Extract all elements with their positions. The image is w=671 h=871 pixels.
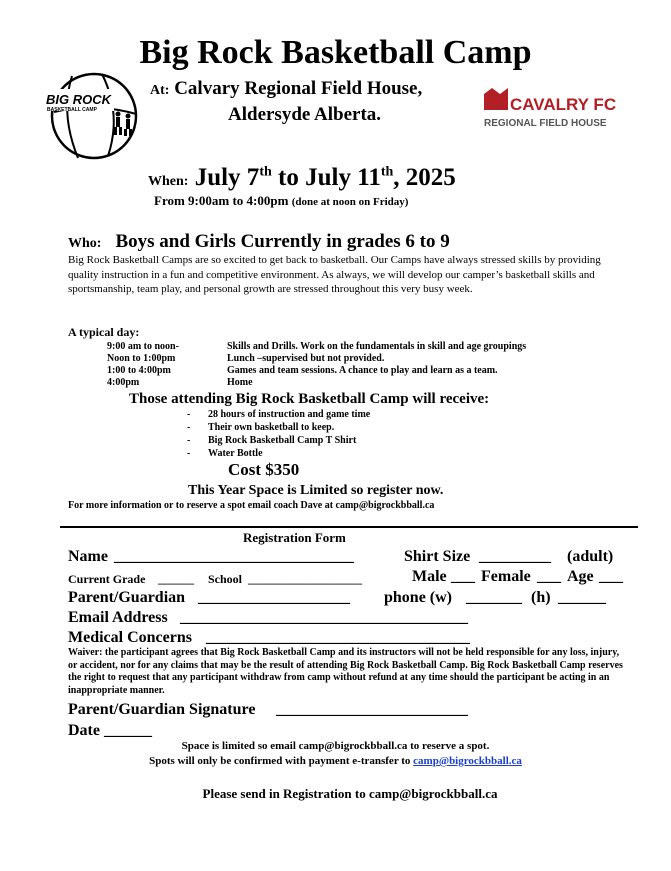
limited-notice: This Year Space is Limited so register now. bbox=[188, 483, 444, 498]
medical-field[interactable]: _________________________________ bbox=[206, 629, 470, 646]
location-name: Calvary Regional Field House, bbox=[174, 78, 423, 99]
contact-info: For more information or to reserve a spot email coach Dave at camp@bigrockbball.ca bbox=[68, 500, 435, 511]
phone-work-field[interactable]: _______ bbox=[466, 589, 522, 606]
at-label: At: bbox=[150, 83, 170, 98]
age-label: Age bbox=[567, 568, 594, 585]
year: , 2025 bbox=[393, 164, 456, 191]
who-value: Boys and Girls Currently in grades 6 to 9 bbox=[115, 231, 450, 252]
send-note: Please send in Registration to camp@bigrockbball.ca bbox=[202, 786, 498, 801]
hours: From 9:00am to 4:00pm bbox=[154, 193, 289, 208]
guardian-field[interactable]: ___________________ bbox=[198, 589, 350, 606]
hours-line bbox=[154, 193, 408, 209]
phone-home-field[interactable]: ______ bbox=[558, 589, 606, 606]
divider bbox=[60, 526, 638, 528]
email-label: Email Address bbox=[68, 609, 168, 626]
shirt-size-label: Shirt Size bbox=[404, 548, 471, 565]
female-field[interactable]: ___ bbox=[537, 568, 561, 585]
phone-work-label: phone (w) bbox=[384, 589, 453, 606]
schedule-desc: Games and team sessions. A chance to play and learn as a team. bbox=[227, 365, 498, 376]
location-line1 bbox=[150, 78, 422, 100]
when-line bbox=[148, 164, 456, 192]
start-sup: th bbox=[259, 164, 272, 180]
receive-heading: Those attending Big Rock Basketball Camp will receive: bbox=[129, 391, 490, 407]
end-sup: th bbox=[380, 164, 394, 180]
field-house-text: REGIONAL FIELD HOUSE bbox=[484, 118, 607, 129]
email-field[interactable]: ____________________________________ bbox=[180, 609, 468, 626]
schedule-time: 9:00 am to noon- bbox=[107, 341, 179, 352]
logo-text: BIG ROCK bbox=[46, 92, 111, 107]
who-label: Who: bbox=[68, 236, 102, 251]
list-item-text: Their own basketball to keep. bbox=[208, 422, 335, 433]
schedule-time: 4:00pm bbox=[107, 377, 140, 388]
waiver-text: Waiver: the participant agrees that Big Rock Basketball Camp and its instructors will not be held responsible for any loss, injury, or accident, nor for any claims that may be the result of attending Big Rock Basketball Camp. Big Rock Basketball Camp reserves the right to request that any participant withdraw from camp without refund at any time should the participant be acting in an inappropriate manner. bbox=[68, 647, 623, 696]
medical-label: Medical Concerns bbox=[68, 629, 192, 646]
shirt-size-suffix: (adult) bbox=[567, 548, 614, 565]
female-label: Female bbox=[481, 568, 531, 585]
schedule-time: 1:00 to 4:00pm bbox=[107, 365, 171, 376]
location-line2: Aldersyde Alberta. bbox=[228, 104, 382, 125]
player-figures-icon bbox=[114, 112, 132, 137]
cavalry-fc-logo bbox=[482, 86, 616, 132]
bullet-dash: - bbox=[187, 422, 191, 433]
bullet-dash: - bbox=[187, 409, 191, 420]
list-item-text: Big Rock Basketball Camp T Shirt bbox=[208, 435, 357, 446]
camp-description: Big Rock Basketball Camps are so excited to get back to basketball. Our Camps have always stressed skills by providing quality instruction in a fun and competitive environment. As always, we will develop our camper’s basketball skills and sportsmanship, team play, and personal growth are stressed throughout this very busy week. bbox=[68, 254, 601, 295]
phone-home-label: (h) bbox=[531, 589, 551, 606]
payment-note bbox=[0, 755, 671, 767]
male-field[interactable]: ___ bbox=[451, 568, 475, 585]
name-field[interactable]: ______________________________ bbox=[114, 548, 354, 565]
cavalry-text: CAVALRY FC bbox=[510, 95, 616, 114]
school-label: School bbox=[208, 572, 243, 586]
signature-field[interactable]: ________________________ bbox=[276, 701, 468, 718]
list-item-text: 28 hours of instruction and game time bbox=[208, 409, 371, 420]
grade-label: Current Grade bbox=[68, 572, 146, 586]
date-field[interactable]: ______ bbox=[104, 722, 152, 739]
end-day: July 11 bbox=[305, 164, 381, 191]
when-label: When: bbox=[148, 174, 189, 189]
schedule-time: Noon to 1:00pm bbox=[107, 353, 176, 364]
bullet-dash: - bbox=[187, 448, 191, 459]
payment-note-text: Spots will only be confirmed with payment e-transfer to bbox=[149, 755, 414, 767]
schedule-heading: A typical day: bbox=[68, 325, 140, 339]
email-link[interactable]: camp@bigrockbball.ca bbox=[413, 755, 522, 767]
shirt-size-field[interactable]: _________ bbox=[479, 548, 551, 565]
age-field[interactable]: ___ bbox=[599, 568, 623, 585]
schedule-desc: Lunch –supervised but not provided. bbox=[227, 353, 385, 364]
cost: Cost $350 bbox=[228, 460, 300, 479]
list-item bbox=[187, 422, 334, 433]
who-line bbox=[68, 231, 450, 253]
signature-label: Parent/Guardian Signature bbox=[68, 701, 256, 718]
name-label: Name bbox=[68, 548, 108, 565]
schedule-desc: Home bbox=[227, 377, 253, 388]
male-label: Male bbox=[412, 568, 447, 585]
when-connector: to bbox=[278, 164, 299, 191]
list-item bbox=[187, 435, 356, 446]
list-item-text: Water Bottle bbox=[208, 448, 263, 459]
logo-subtext: BASKETBALL CAMP bbox=[47, 107, 97, 113]
date-label: Date bbox=[68, 722, 100, 739]
list-item bbox=[187, 409, 370, 420]
list-item bbox=[187, 448, 263, 459]
big-rock-logo bbox=[42, 64, 140, 162]
guardian-label: Parent/Guardian bbox=[68, 589, 186, 606]
start-day: July 7 bbox=[194, 164, 260, 191]
hours-note: (done at noon on Friday) bbox=[291, 196, 409, 208]
school-field[interactable]: ___________________ bbox=[248, 572, 362, 586]
registration-heading: Registration Form bbox=[243, 530, 346, 545]
space-note: Space is limited so email camp@bigrockbball.ca to reserve a spot. bbox=[181, 740, 490, 752]
grade-field[interactable]: ______ bbox=[158, 572, 194, 586]
schedule-desc: Skills and Drills. Work on the fundamentals in skill and age groupings bbox=[227, 341, 527, 352]
bullet-dash: - bbox=[187, 435, 191, 446]
page-title: Big Rock Basketball Camp bbox=[139, 34, 532, 71]
